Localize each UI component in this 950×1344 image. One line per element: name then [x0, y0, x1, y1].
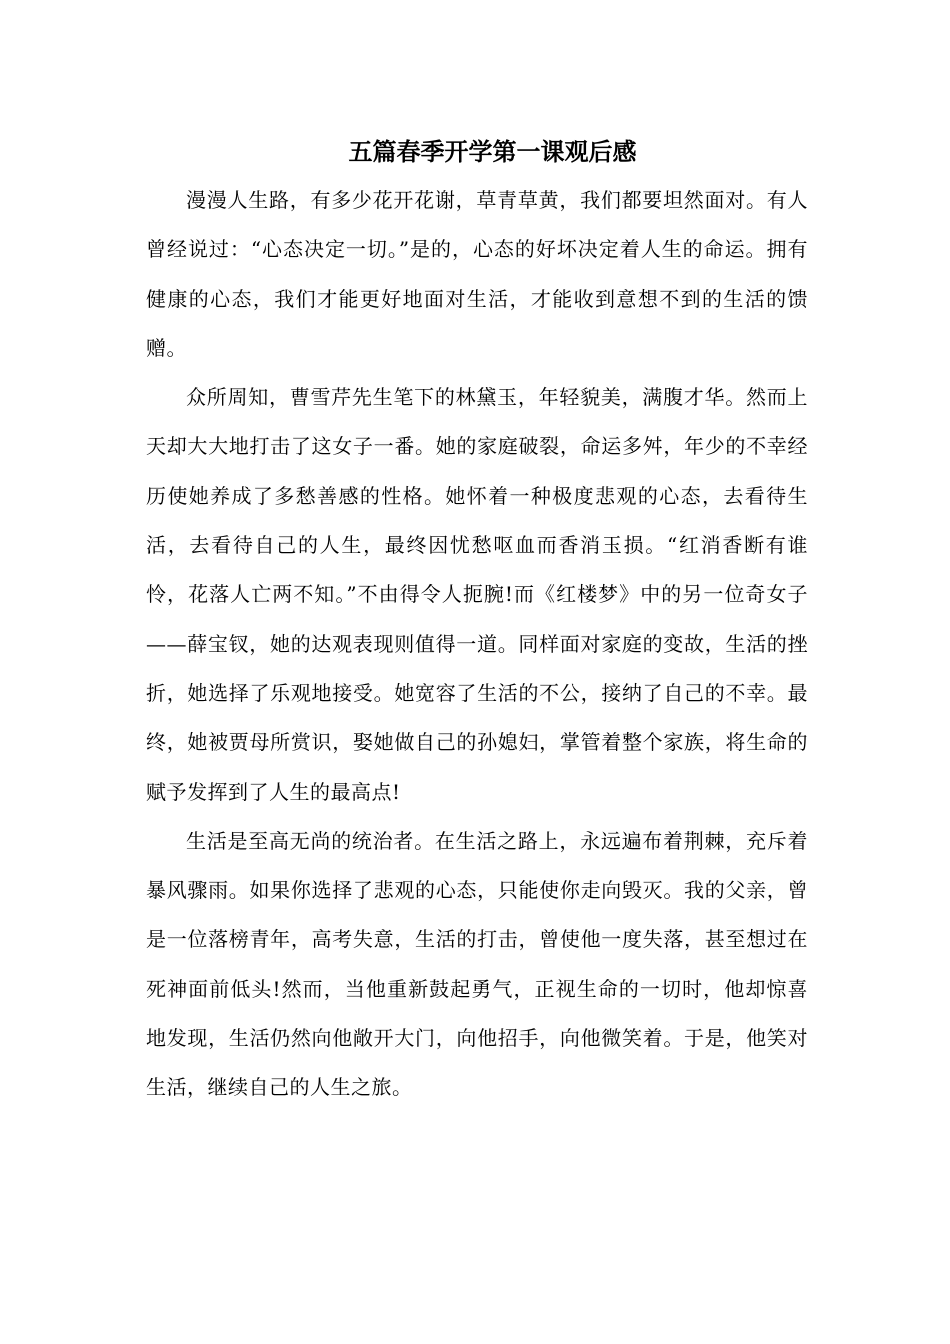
paragraph-1: 漫漫人生路，有多少花开花谢，草青草黄，我们都要坦然面对。有人曾经说过：“心态决定一切。”是的，心态的好坏决定着人生的命运。拥有健康的心态，我们才能更好地面对生活，才能收到意想不到的生活的馈赠。	[146, 188, 808, 360]
paragraph-3: 生活是至高无尚的统治者。在生活之路上，永远遍布着荆棘，充斥着暴风骤雨。如果你选择了悲观的心态，只能使你走向毁灭。我的父亲，曾是一位落榜青年，高考失意，生活的打击，曾使他一度失落，甚至想过在死神面前低头!然而，当他重新鼓起勇气，正视生命的一切时，他却惊喜地发现，生活仍然向他敞开大门，向他招手，向他微笑着。于是，他笑对生活，继续自己的人生之旅。	[146, 828, 808, 1100]
document-body	[146, 176, 808, 1113]
paragraph-2: 众所周知，曹雪芹先生笔下的林黛玉，年轻貌美，满腹才华。然而上天却大大地打击了这女子一番。她的家庭破裂，命运多舛，年少的不幸经历使她养成了多愁善感的性格。她怀着一种极度悲观的心态，去看待生活，去看待自己的人生，最终因忧愁呕血而香消玉损。“红消香断有谁怜，花落人亡两不知。”不由得令人扼腕!而《红楼梦》中的另一位奇女子——薛宝钗，她的达观表现则值得一道。同样面对家庭的变故，生活的挫折，她选择了乐观地接受。她宽容了生活的不公，接纳了自己的不幸。最终，她被贾母所赏识，娶她做自己的孙媳妇，掌管着整个家族，将生命的赋予发挥到了人生的最高点!	[146, 385, 808, 804]
document-title: 五篇春季开学第一课观后感	[348, 137, 637, 166]
